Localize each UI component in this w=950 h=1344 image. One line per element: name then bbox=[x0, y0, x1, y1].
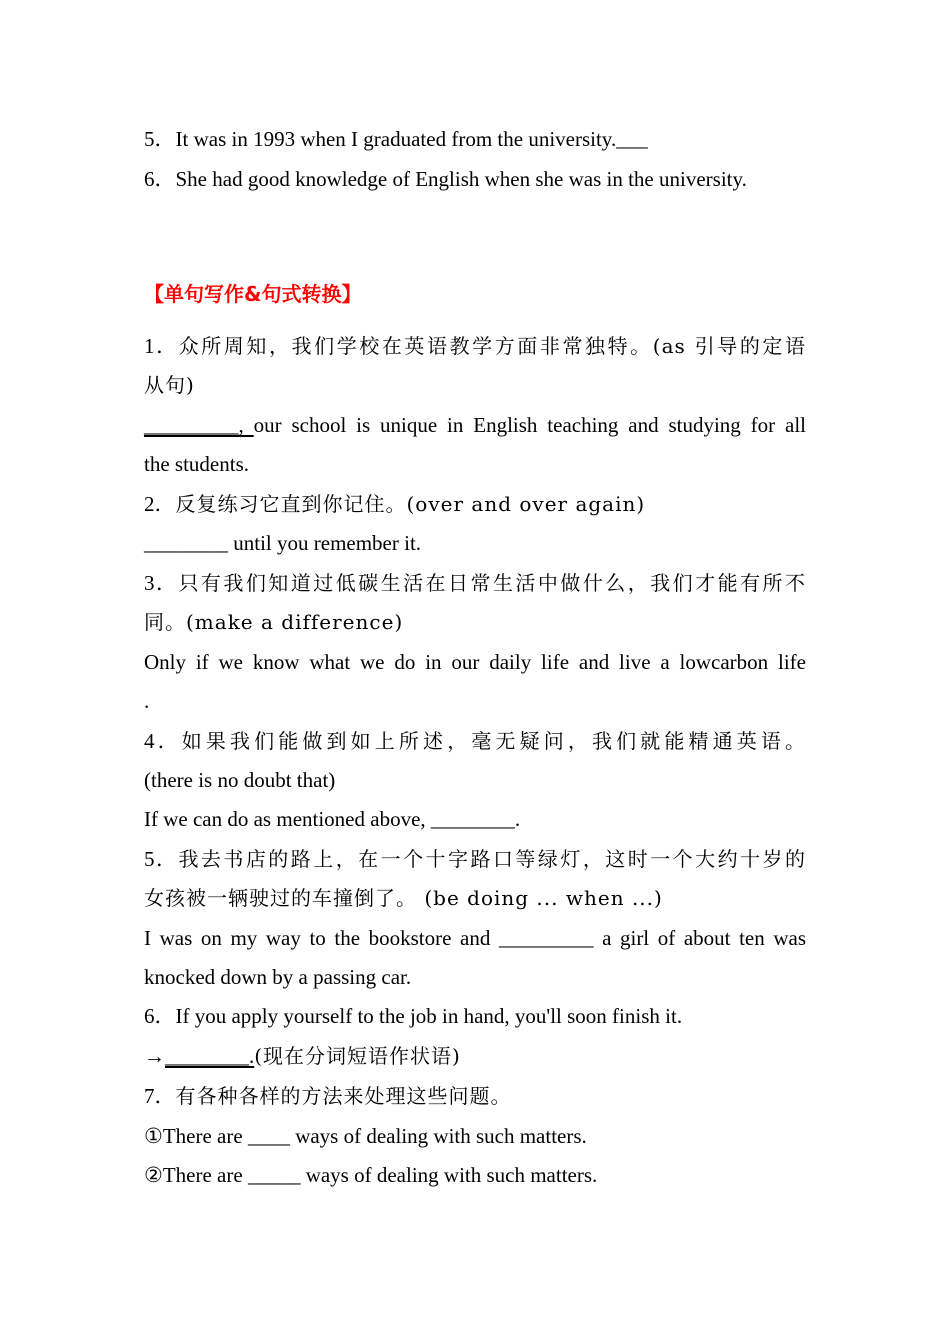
q7-chinese-line bbox=[144, 1082, 806, 1110]
answer-blank: _____ bbox=[247, 1163, 301, 1187]
q2-chinese-line bbox=[144, 490, 806, 518]
q5-chinese-line1 bbox=[144, 845, 806, 873]
item-number: 6． bbox=[144, 1004, 176, 1028]
item-number: 5． bbox=[144, 127, 176, 151]
q4-english-text: If we can do as mentioned above, bbox=[144, 807, 431, 831]
answer-blank: _________, bbox=[144, 413, 254, 437]
q7-sentence-a bbox=[144, 1122, 806, 1150]
item-6-top bbox=[144, 165, 806, 193]
item-number: 4． bbox=[144, 729, 182, 753]
answer-blank: ________ bbox=[144, 531, 228, 555]
item-text: She had good knowledge of English when she was in the university. bbox=[175, 167, 747, 191]
q7-a-start: ①There are bbox=[144, 1124, 248, 1148]
item-number: 3． bbox=[144, 571, 179, 595]
answer-blank: ___ bbox=[616, 127, 648, 151]
q4-chinese-line1 bbox=[144, 727, 806, 755]
q5-english-line1 bbox=[144, 924, 806, 952]
q3-chinese-line1 bbox=[144, 569, 806, 597]
q5-english-text: I was on my way to the bookstore and bbox=[144, 926, 499, 950]
q6-english-line bbox=[144, 1002, 806, 1030]
q1-english-line2: the students. bbox=[144, 452, 249, 476]
q2-chinese-text: 反复练习它直到你记住。(over and over again) bbox=[175, 492, 646, 516]
q4-chinese-line2: (there is no doubt that) bbox=[144, 768, 336, 792]
q4-english-line bbox=[144, 805, 806, 833]
item-number: 2． bbox=[144, 492, 176, 516]
q6-answer-line bbox=[144, 1042, 806, 1070]
q3-english-line1: Only if we know what we do in our daily life and live a lowcarbon life bbox=[144, 650, 806, 674]
q1-chinese-text: 众所周知，我们学校在英语教学方面非常独特。(as 引导的定语 bbox=[178, 334, 806, 358]
q3-chinese-text-cont: 同。(make a difference) bbox=[144, 610, 404, 634]
item-text: It was in 1993 when I graduated from the university. bbox=[175, 127, 617, 151]
q3-chinese-text: 只有我们知道过低碳生活在日常生活中做什么，我们才能有所不 bbox=[178, 571, 807, 595]
q5-chinese-text-cont: 女孩被一辆驶过的车撞倒了。 (be doing ... when ...) bbox=[144, 886, 663, 910]
q7-sentence-b bbox=[144, 1161, 806, 1189]
q4-chinese-text: 如果我们能做到如上所述，毫无疑问，我们就能精通英语。 bbox=[181, 729, 807, 753]
q2-english-text: until you remember it. bbox=[228, 531, 422, 555]
q5-english-line2: knocked down by a passing car. bbox=[144, 965, 412, 989]
q3-english-line2: . bbox=[144, 689, 150, 713]
q5-chinese-line2 bbox=[144, 884, 806, 912]
q3-chinese-line2 bbox=[144, 608, 806, 636]
arrow-icon: → bbox=[144, 1044, 165, 1068]
q1-english-text: our school is unique in English teaching and studying for all bbox=[253, 413, 807, 437]
item-number: 7． bbox=[144, 1084, 176, 1108]
answer-blank: ________ bbox=[430, 807, 515, 831]
q7-a-rest: ways of dealing with such matters. bbox=[289, 1124, 587, 1148]
q7-b-start: ②There are bbox=[144, 1163, 248, 1187]
answer-blank: ________. bbox=[165, 1044, 255, 1068]
q1-chinese-line1 bbox=[144, 332, 806, 360]
section-title: 【单句写作&句式转换】 bbox=[144, 282, 362, 306]
q1-chinese-text-cont: 从句) bbox=[144, 373, 195, 397]
answer-blank: ____ bbox=[247, 1124, 290, 1148]
q5-english-text-rest: a girl of about ten was bbox=[593, 926, 806, 950]
q1-chinese-line2 bbox=[144, 371, 806, 399]
item-number: 6． bbox=[144, 167, 176, 191]
q4-english-end: . bbox=[514, 807, 521, 831]
q6-english-text: If you apply yourself to the job in hand, you'll soon finish it. bbox=[175, 1004, 683, 1028]
q6-hint: (现在分词短语作状语) bbox=[254, 1044, 461, 1068]
q7-chinese-text: 有各种各样的方法来处理这些问题。 bbox=[175, 1084, 512, 1108]
item-number: 1． bbox=[144, 334, 179, 358]
answer-blank: _________ bbox=[498, 926, 594, 950]
q1-english-line1 bbox=[144, 411, 806, 439]
item-number: 5． bbox=[144, 847, 179, 871]
q7-b-rest: ways of dealing with such matters. bbox=[300, 1163, 598, 1187]
item-5-top bbox=[144, 125, 806, 153]
q5-chinese-text: 我去书店的路上，在一个十字路口等绿灯，这时一个大约十岁的 bbox=[178, 847, 807, 871]
q2-english-line bbox=[144, 529, 806, 557]
